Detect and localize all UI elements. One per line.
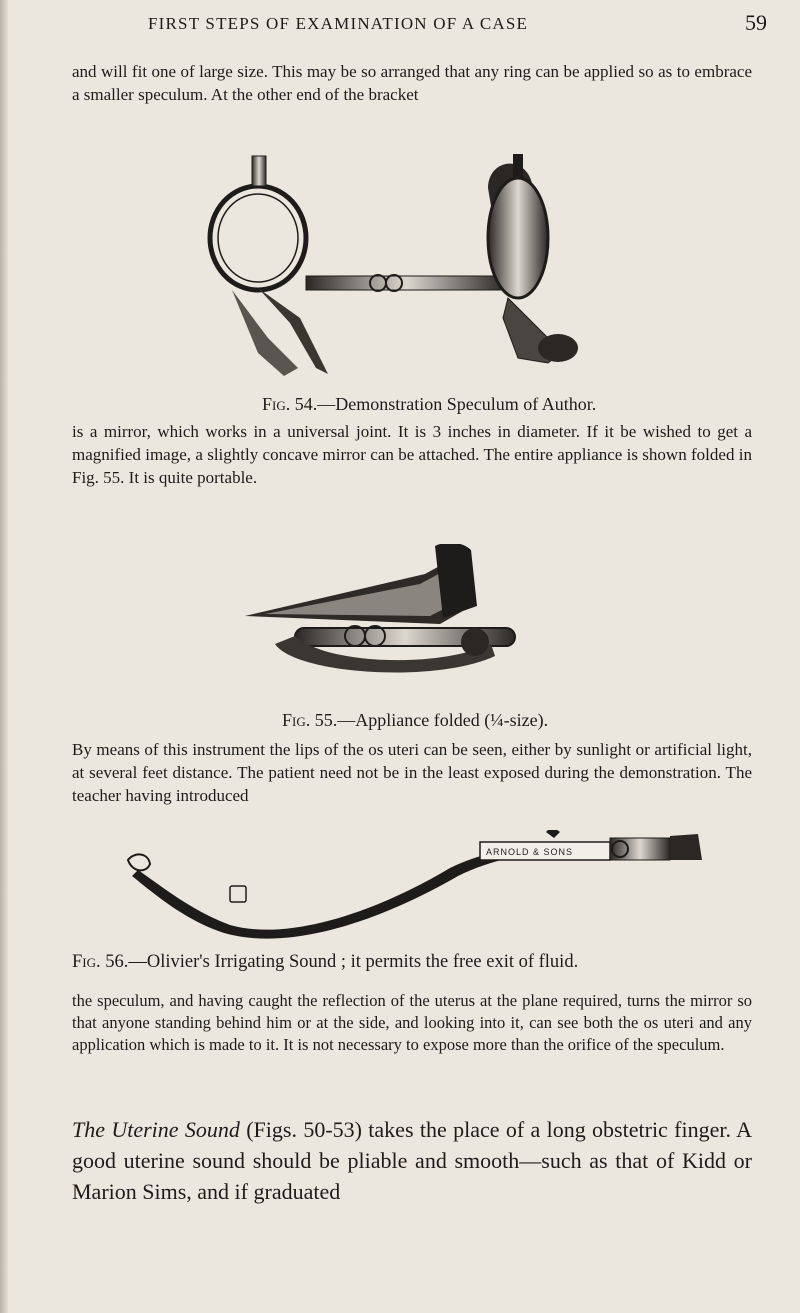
figure-55-text: —Appliance folded (¼-size). bbox=[337, 710, 549, 730]
figure-54-text: —Demonstration Speculum of Author. bbox=[317, 394, 597, 414]
paragraph-2: is a mirror, which works in a universal joint. It is 3 inches in diameter. If it be wished to get a magnified image, a slightly concave mirror can be attached. The entire appliance is shown folded in Fig. 55. It is quite portable. bbox=[72, 422, 752, 487]
paragraph-4: the speculum, and having caught the reflection of the uterus at the plane required, turns the mirror so that anyone standing behind him or at the side, and looking into it, can see both the os uteri and any application which is made to it. It is not necessary to expose more than the orifice of the speculum. bbox=[72, 991, 752, 1054]
figure-55-caption bbox=[282, 710, 548, 731]
figure-55-folded-appliance bbox=[235, 544, 545, 694]
folded-appliance-illustration bbox=[235, 544, 545, 694]
uterine-sound-heading: The Uterine Sound bbox=[72, 1117, 240, 1142]
figure-56-caption bbox=[72, 952, 578, 973]
figure-55-label: Fig. 55. bbox=[282, 710, 338, 730]
figure-56-label: Fig. 56. bbox=[72, 952, 129, 972]
speculum-illustration bbox=[188, 148, 628, 380]
paragraph-3: By means of this instrument the lips of the os uteri can be seen, either by sunlight or artificial light, at several feet distance. The patient need not be in the least exposed during the demonstration. The teacher having introduced bbox=[72, 740, 752, 805]
paragraph-1: and will fit one of large size. This may be so arranged that any ring can be applied so as to embrace a smaller speculum. At the other end of the bracket bbox=[72, 62, 752, 104]
figure-54-speculum bbox=[188, 148, 628, 380]
paragraph-5-text: (Figs. 50-53) takes the place of a long obstetric finger. A good uterine sound should be pliable and smooth—such as that of Kidd or Marion Sims, and if graduated bbox=[72, 1117, 752, 1204]
figure-56-irrigating-sound bbox=[120, 830, 710, 948]
figure-56-text: —Olivier's Irrigating Sound ; it permits the free exit of fluid. bbox=[128, 952, 579, 972]
page-edge bbox=[0, 0, 8, 1313]
running-head: FIRST STEPS OF EXAMINATION OF A CASE bbox=[148, 14, 529, 33]
figure-54-caption bbox=[262, 394, 596, 415]
figure-54-label: Fig. 54. bbox=[262, 394, 318, 414]
maker-mark: ARNOLD & SONS bbox=[486, 847, 574, 857]
paragraph-5 bbox=[72, 1114, 752, 1207]
page-number: 59 bbox=[745, 10, 767, 35]
irrigating-sound-illustration bbox=[120, 830, 710, 948]
